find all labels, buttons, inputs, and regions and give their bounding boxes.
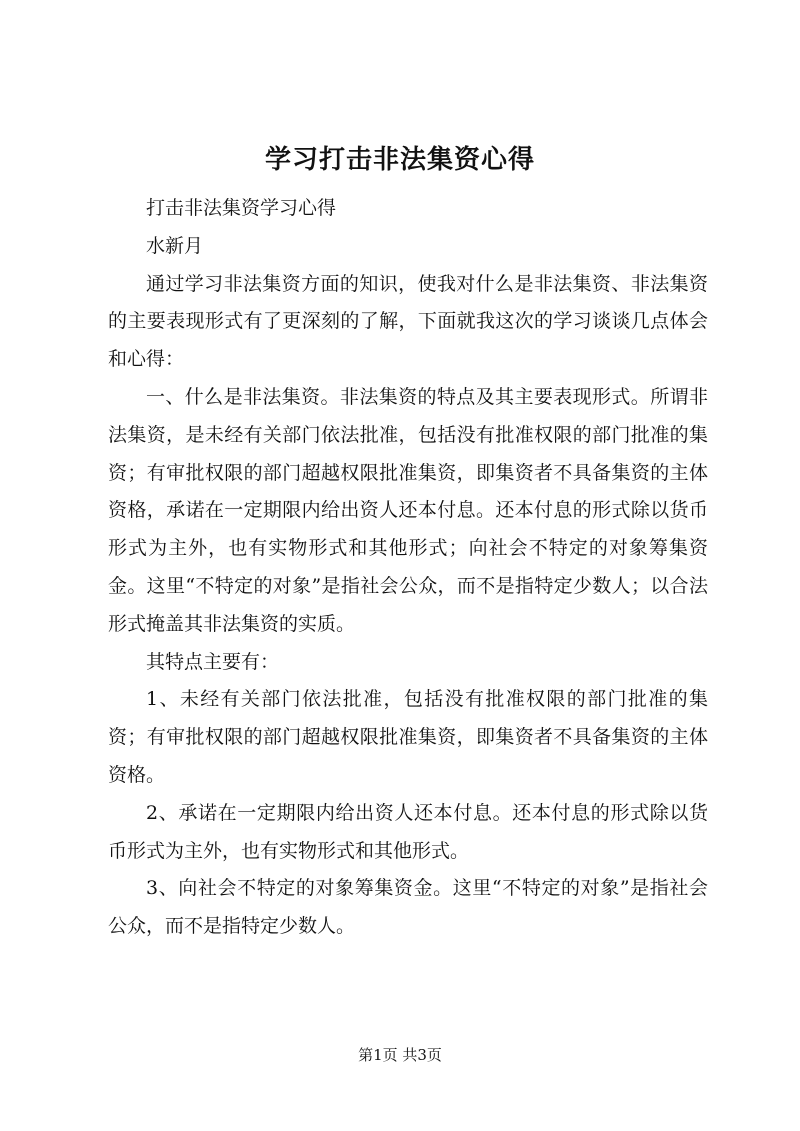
page-footer: 第1页 共3页 — [358, 1046, 442, 1064]
subtitle-paragraph: 打击非法集资学习心得 — [146, 197, 337, 219]
intro-paragraph: 通过学习非法集资方面的知识，使我对什么是非法集资、非法集资的主要表现形式有了更深刻的了解，下面就我这次的学习谈谈几点体会和心得： — [108, 272, 708, 371]
features-heading-paragraph: 其特点主要有： — [146, 650, 280, 673]
author-paragraph: 水新月 — [146, 234, 204, 257]
feature-item-1: 1、未经有关部门依法批准，包括没有批准权限的部门批准的集资；有审批权限的部门超越权限批准集资，即集资者不具备集资的主体资格。 — [108, 688, 708, 786]
feature-item-3: 3、向社会不特定的对象筹集资金。这里“不特定的对象”是指社会公众，而不是指特定少数人。 — [108, 877, 708, 938]
document-title: 学习打击非法集资心得 — [264, 145, 535, 175]
feature-item-2: 2、承诺在一定期限内给出资人还本付息。还本付息的形式除以货币形式为主外，也有实物形式和其他形式。 — [108, 801, 708, 862]
document-body — [108, 190, 708, 946]
section-one-paragraph: 一、什么是非法集资。非法集资的特点及其主要表现形式。所谓非法集资，是未经有关部门依法批准，包括没有批准权限的部门批准的集资；有审批权限的部门超越权限批准集资，即集资者不具备集资的主体资格，承诺在一定期限内给出资人还本付息。还本付息的形式除以货币形式为主外，也有实物形式和其他形式；向社会不特定的对象筹集资金。这里“不特定的对象”是指社会公众，而不是指特定少数人；以合法形式掩盖其非法集资的实质。 — [108, 385, 708, 635]
